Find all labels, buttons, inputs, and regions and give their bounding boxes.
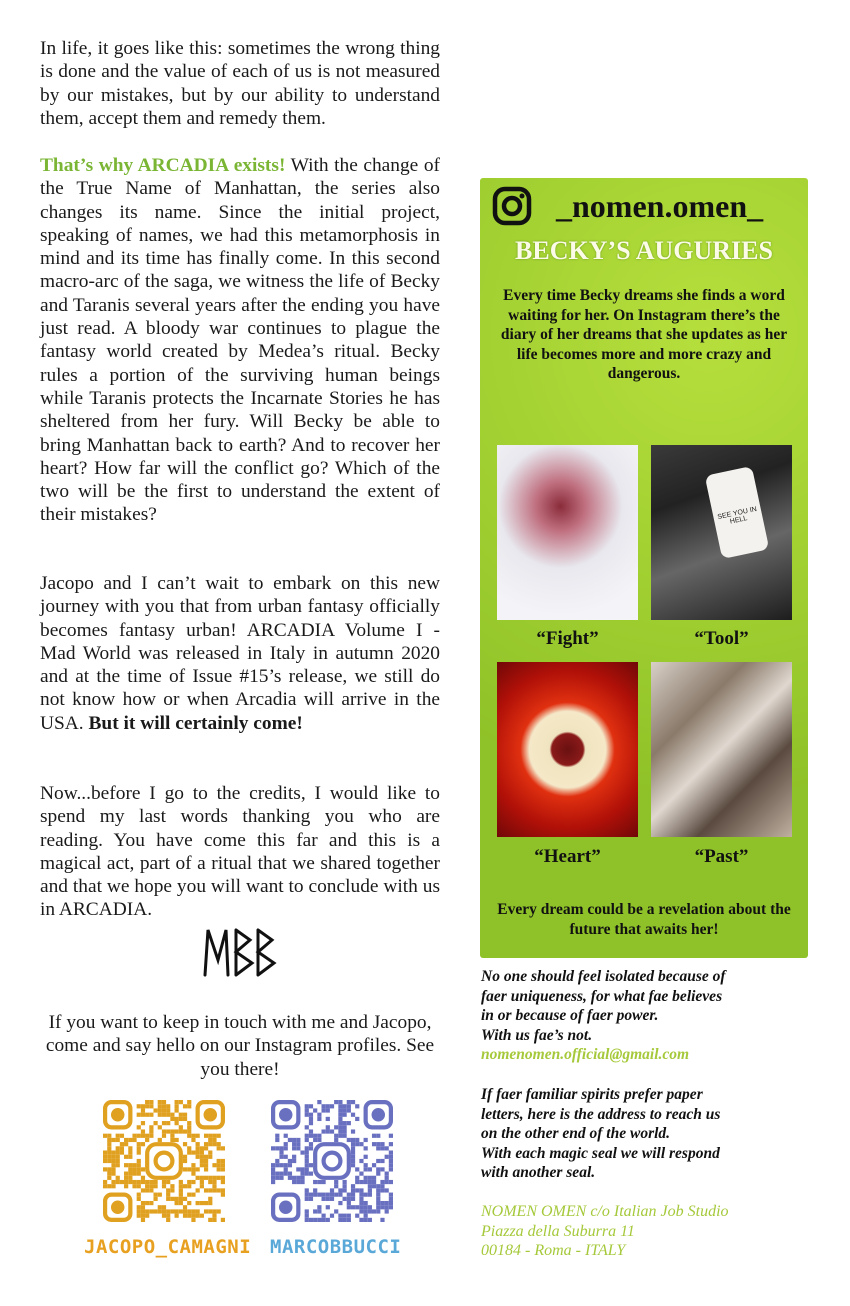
letters-note: [481, 1085, 826, 1183]
panel-title: BECKY’S AUGURIES: [515, 236, 773, 265]
photo-past: [651, 662, 792, 837]
note-line: on the other end of the world.: [481, 1125, 671, 1142]
caption-past: “Past”: [694, 846, 749, 867]
paragraph-journey: [40, 572, 440, 735]
inclusion-note: [481, 967, 826, 1065]
address-line: Piazza della Suburra 11: [481, 1222, 635, 1240]
paragraph-arcadia: [40, 154, 440, 527]
note-line: No one should feel isolated because of: [481, 968, 726, 985]
address-line: 00184 - Roma - ITALY: [481, 1242, 626, 1259]
address-line: NOMEN OMEN c/o Italian Job Studio: [481, 1203, 729, 1220]
note-line: letters, here is the address to reach us: [481, 1105, 721, 1123]
signature-mbb: [200, 925, 280, 980]
note-line: With each magic seal we will respond: [481, 1144, 720, 1162]
email-link[interactable]: nomenomen.official@gmail.com: [481, 1046, 690, 1063]
instagram-handle[interactable]: _nomen.omen_: [556, 188, 764, 224]
caption-heart: “Heart”: [534, 846, 601, 867]
arcadia-highlight: That’s why ARCADIA exists!: [40, 155, 286, 176]
photo-heart: [497, 662, 638, 837]
note-line: If faer familiar spirits prefer paper: [481, 1086, 703, 1103]
note-line: With us fae’s not.: [481, 1026, 593, 1044]
qr-code-marco[interactable]: [271, 1100, 393, 1222]
paragraph-thanks: [40, 782, 440, 922]
photo-fight: [497, 445, 638, 620]
panel-description: Every time Becky dreams she finds a word waiting for her. On Instagram there’s the diary of her dreams that she updates as her life becomes more and more crazy and dangerous.: [500, 287, 788, 382]
qr-label-jacopo[interactable]: JACOPO_CAMAGNI: [84, 1236, 252, 1258]
panel-footer: Every dream could be a revelation about the future that awaits her!: [497, 901, 791, 938]
arcadia-text: With the change of the True Name of Manhattan, the series also changes its name. Since the initial project, speaking of names, we had this metamorphosis in mind and its time has finally come. In this second macro-arc of the saga, we witness the life of Becky and Taranis several years after the ending you have just read. A bloody war continues to plague the fantasy world created by Medea’s ritual. Becky rules a portion of the surviving human beings while Taranis protects the Incarnate Stories he has sheltered from her fury. Will Becky be able to bring Manhattan back to earth? And to recover her heart? How far will the conflict go? Which of the two will be the first to understand the extent of their mistakes?: [40, 155, 440, 526]
qr-code-jacopo[interactable]: [103, 1100, 225, 1222]
journey-text: Jacopo and I can’t wait to embark on this new journey with you that from urban fantasy officially becomes fantasy urban! ARCADIA Volume I - Mad World was released in Italy in autumn 2020 and at the time of Issue #15’s release, we still do not know how or when Arcadia will arrive in the USA.: [40, 573, 440, 734]
paragraph-intro: [40, 37, 440, 130]
instagram-icon: [492, 186, 532, 226]
note-line: with another seal.: [481, 1164, 596, 1181]
thanks-text: Now...before I go to the credits, I would like to spend my last words thanking you who are reading. You have come this far and this is a magical act, part of a ritual that we shared together and that we hope you will want to conclude with us in ARCADIA.: [40, 783, 440, 921]
journey-bold: But it will certainly come!: [88, 712, 303, 734]
becky-auguries-panel: [480, 178, 808, 958]
photo-tool: [651, 445, 792, 620]
postal-address: [481, 1202, 826, 1261]
phone-case-text: SEE YOU IN HELL: [705, 466, 770, 559]
contact-text: If you want to keep in touch with me and Jacopo, come and say hello on our Instagram profiles. See you there!: [45, 1012, 435, 1080]
note-line: in or because of faer power.: [481, 1007, 659, 1024]
intro-text: In life, it goes like this: sometimes the wrong thing is done and the value of each of us is not measured by our mistakes, but by our ability to understand them, accept them and remedy them.: [40, 38, 440, 129]
caption-tool: “Tool”: [694, 628, 749, 649]
qr-label-marco[interactable]: MARCOBBUCCI: [270, 1236, 402, 1258]
note-line: faer uniqueness, for what fae believes: [481, 987, 723, 1005]
caption-fight: “Fight”: [536, 628, 599, 649]
